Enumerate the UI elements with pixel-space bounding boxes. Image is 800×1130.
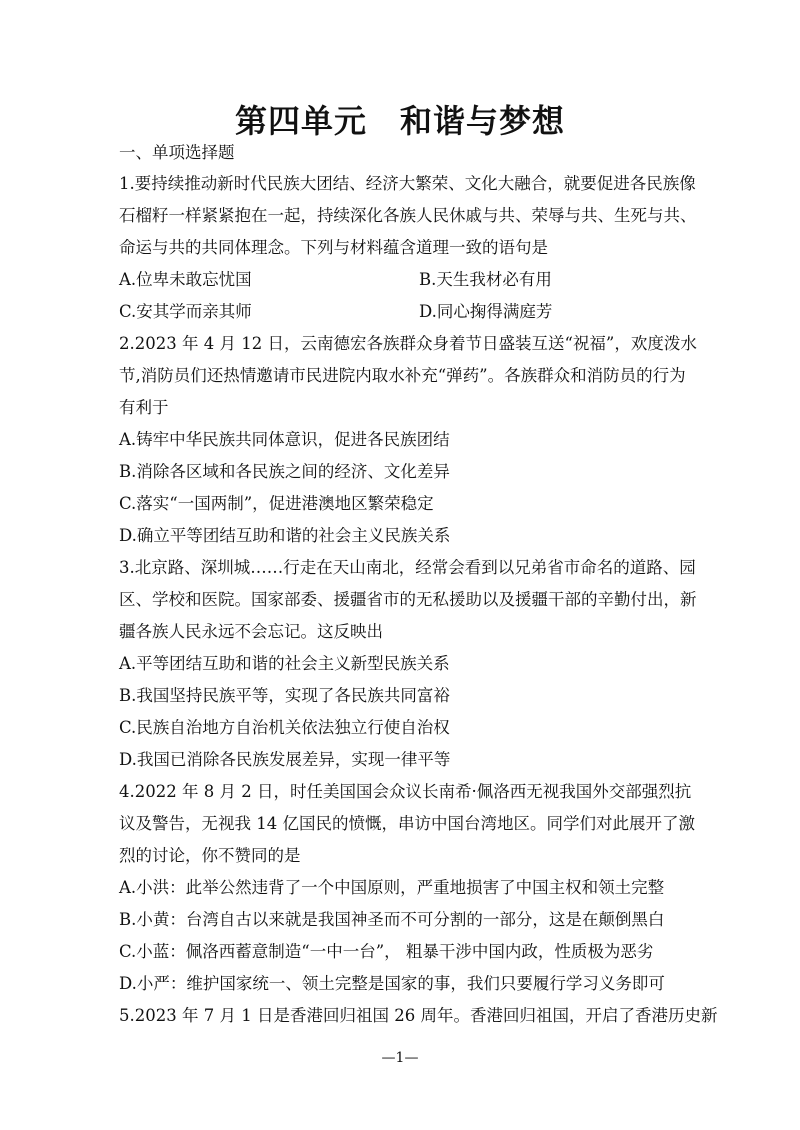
question-4-line-1: 4.2022 年 8 月 2 日，时任美国国会众议长南希·佩洛西无视我国外交部强烈抗 (119, 782, 692, 801)
question-1-options-row-1 (119, 270, 552, 290)
question-1-option-b: B.天生我材必有用 (419, 270, 552, 289)
question-2-option-a: A.铸牢中华民族共同体意识，促进各民族团结 (119, 430, 450, 449)
question-1-option-c: C.安其学而亲其师 (119, 302, 252, 321)
question-4-option-b: B.小黄：台湾自古以来就是我国神圣而不可分割的一部分，这是在颠倒黑白 (119, 910, 665, 929)
question-5-line-1: 5.2023 年 7 月 1 日是香港回归祖国 26 周年。香港回归祖国，开启了香港历史新 (119, 1006, 718, 1025)
question-3-line-2: 区、学校和医院。国家部委、援疆省市的无私援助以及援疆干部的辛勤付出，新 (119, 590, 697, 609)
page-title: 第四单元 和谐与梦想 (234, 102, 565, 140)
question-2-line-3: 有利于 (119, 398, 169, 417)
question-1-option-a: A.位卑未敢忘忧国 (119, 270, 252, 289)
question-2-option-d: D.确立平等团结互助和谐的社会主义民族关系 (119, 526, 451, 545)
question-3-option-b: B.我国坚持民族平等，实现了各民族共同富裕 (119, 686, 450, 705)
question-2-option-b: B.消除各区域和各民族之间的经济、文化差异 (119, 462, 450, 481)
question-2-line-1: 2.2023 年 4 月 12 日，云南德宏各族群众身着节日盛装互送“祝福”，欢度泼水 (119, 334, 697, 353)
question-1-line-2: 石榴籽一样紧紧抱在一起，持续深化各族人民休戚与共、荣辱与共、生死与共、 (119, 206, 697, 225)
question-1-options-row-2 (119, 302, 553, 322)
page-number: —1— (381, 1050, 419, 1066)
question-4-option-a: A.小洪：此举公然违背了一个中国原则，严重地损害了中国主权和领土完整 (119, 878, 665, 897)
question-4-option-d: D.小严：维护国家统一、领土完整是国家的事，我们只要履行学习义务即可 (119, 974, 665, 993)
question-3-line-1: 3.北京路、深圳城……行走在天山南北，经常会看到以兄弟省市命名的道路、园 (119, 558, 696, 577)
question-2-line-2: 节,消防员们还热情邀请市民进院内取水补充“弹药”。各族群众和消防员的行为 (119, 366, 686, 385)
question-2-option-c: C.落实“一国两制”，促进港澳地区繁荣稳定 (119, 494, 434, 513)
question-3-option-d: D.我国已消除各民族发展差异，实现一律平等 (119, 750, 451, 769)
question-4-option-c: C.小蓝：佩洛西蓄意制造“一中一台”， 粗暴干涉中国内政，性质极为恶劣 (119, 942, 654, 961)
question-1-line-1: 1.要持续推动新时代民族大团结、经济大繁荣、文化大融合，就要促进各民族像 (119, 174, 696, 193)
question-4-line-3: 烈的讨论，你不赞同的是 (119, 846, 301, 865)
section-heading: 一、单项选择题 (119, 143, 235, 162)
question-1-option-d: D.同心掬得满庭芳 (419, 302, 553, 321)
question-1-line-3: 命运与共的共同体理念。下列与材料蕴含道理一致的语句是 (119, 238, 548, 257)
question-3-option-c: C.民族自治地方自治机关依法独立行使自治权 (119, 718, 450, 737)
question-4-line-2: 议及警告，无视我 14 亿国民的愤慨，串访中国台湾地区。同学们对此展开了激 (119, 814, 695, 833)
question-3-line-3: 疆各族人民永远不会忘记。这反映出 (119, 622, 383, 641)
question-3-option-a: A.平等团结互助和谐的社会主义新型民族关系 (119, 654, 450, 673)
